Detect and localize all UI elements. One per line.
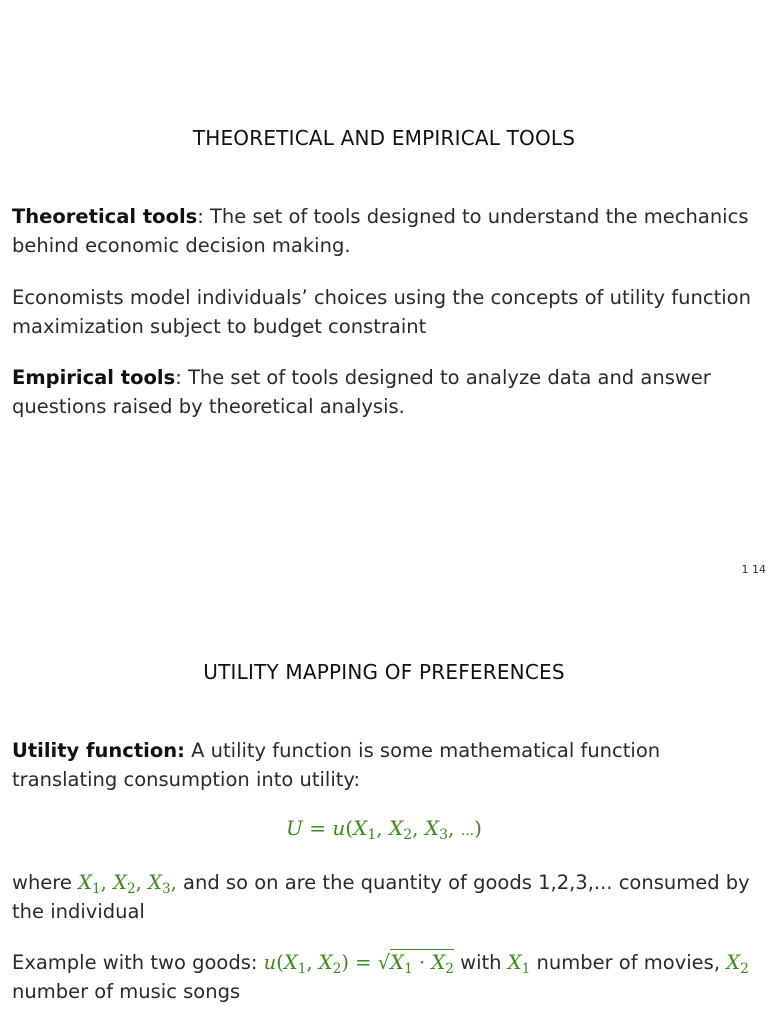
utility-function-paragraph — [12, 736, 764, 794]
ex-x1-sub: 1 — [297, 961, 307, 978]
movies-var: X — [507, 951, 522, 974]
sq-x1-sub: 1 — [404, 961, 413, 978]
example-with: with — [453, 951, 508, 974]
theoretical-tools-paragraph — [12, 202, 764, 260]
theoretical-tools-term: Theoretical tools — [12, 205, 198, 228]
sq-x1: X — [390, 951, 405, 974]
slide-title: UTILITY MAPPING OF PREFERENCES — [203, 660, 565, 684]
eq-dots: ... — [460, 823, 475, 839]
eq-sub3: 3 — [439, 827, 449, 844]
var-x1: X — [78, 871, 92, 894]
utility-function-definition: A utility function is some mathematical function translating consumption into utility: — [12, 739, 661, 791]
empirical-tools-term: Empirical tools — [12, 366, 176, 389]
eq-comma: , — [412, 816, 425, 840]
slide-title: THEORETICAL AND EMPIRICAL TOOLS — [192, 126, 576, 150]
eq-x1: X — [353, 816, 368, 840]
utility-function-term: Utility function: — [12, 739, 185, 762]
var-comma: , — [100, 871, 114, 894]
example-songs: number of music songs — [12, 980, 241, 1003]
empirical-tools-definition: : The set of tools designed to analyze data and answer questions raised by theoretical analysis. — [12, 366, 711, 418]
ex-fn: u — [263, 951, 277, 974]
var-x1-sub: 1 — [91, 881, 101, 898]
ex-x2-sub: 2 — [332, 961, 342, 978]
sq-dot: · — [412, 951, 432, 974]
where-rest: and so on are the quantity of goods 1,2,3,... consumed by the individual — [12, 871, 750, 923]
eq-comma: , — [376, 816, 389, 840]
eq-lhs: U — [286, 816, 303, 840]
var-x3: X — [148, 871, 162, 894]
ex-open: ( — [276, 951, 284, 974]
var-x3-sub: 3 — [161, 881, 171, 898]
example-paragraph — [12, 948, 764, 1006]
ex-x1: X — [283, 951, 298, 974]
songs-var: X — [726, 951, 741, 974]
var-comma: , — [135, 871, 149, 894]
sqrt-expression — [378, 948, 454, 977]
empirical-tools-paragraph — [12, 363, 764, 421]
eq-comma: , — [448, 816, 461, 840]
var-tail: , — [170, 871, 177, 894]
example-prefix: Example with two goods: — [12, 951, 264, 974]
where-prefix: where — [12, 871, 79, 894]
ex-x2: X — [318, 951, 333, 974]
sqrt-sign: √ — [377, 951, 391, 974]
ex-equals: = — [348, 951, 378, 974]
sq-x2-sub: 2 — [445, 961, 454, 978]
economists-model-paragraph: Economists model individuals’ choices using the concepts of utility function maximization subject to budget constraint — [12, 286, 751, 338]
eq-sub1: 1 — [367, 827, 377, 844]
example-movies: number of movies, — [530, 951, 727, 974]
eq-fn: u — [332, 816, 346, 840]
eq-x2: X — [388, 816, 404, 840]
eq-equals: = — [302, 816, 333, 840]
sq-x2: X — [431, 951, 446, 974]
page-number: 1 14 — [741, 563, 766, 576]
utility-equation — [0, 816, 768, 844]
slide-utility-mapping — [0, 590, 768, 1024]
where-paragraph — [12, 868, 764, 926]
movies-var-sub: 1 — [521, 961, 531, 978]
theoretical-tools-definition: : The set of tools designed to understand the mechanics behind economic decision making. — [12, 205, 749, 257]
eq-open: ( — [345, 816, 354, 840]
songs-var-sub: 2 — [740, 961, 749, 978]
ex-comma: , — [306, 951, 319, 974]
eq-sub2: 2 — [403, 827, 413, 844]
eq-x3: X — [424, 816, 440, 840]
var-x2-sub: 2 — [126, 881, 136, 898]
eq-close: ) — [474, 816, 482, 840]
ex-close: ) — [341, 951, 349, 974]
var-x2: X — [113, 871, 127, 894]
